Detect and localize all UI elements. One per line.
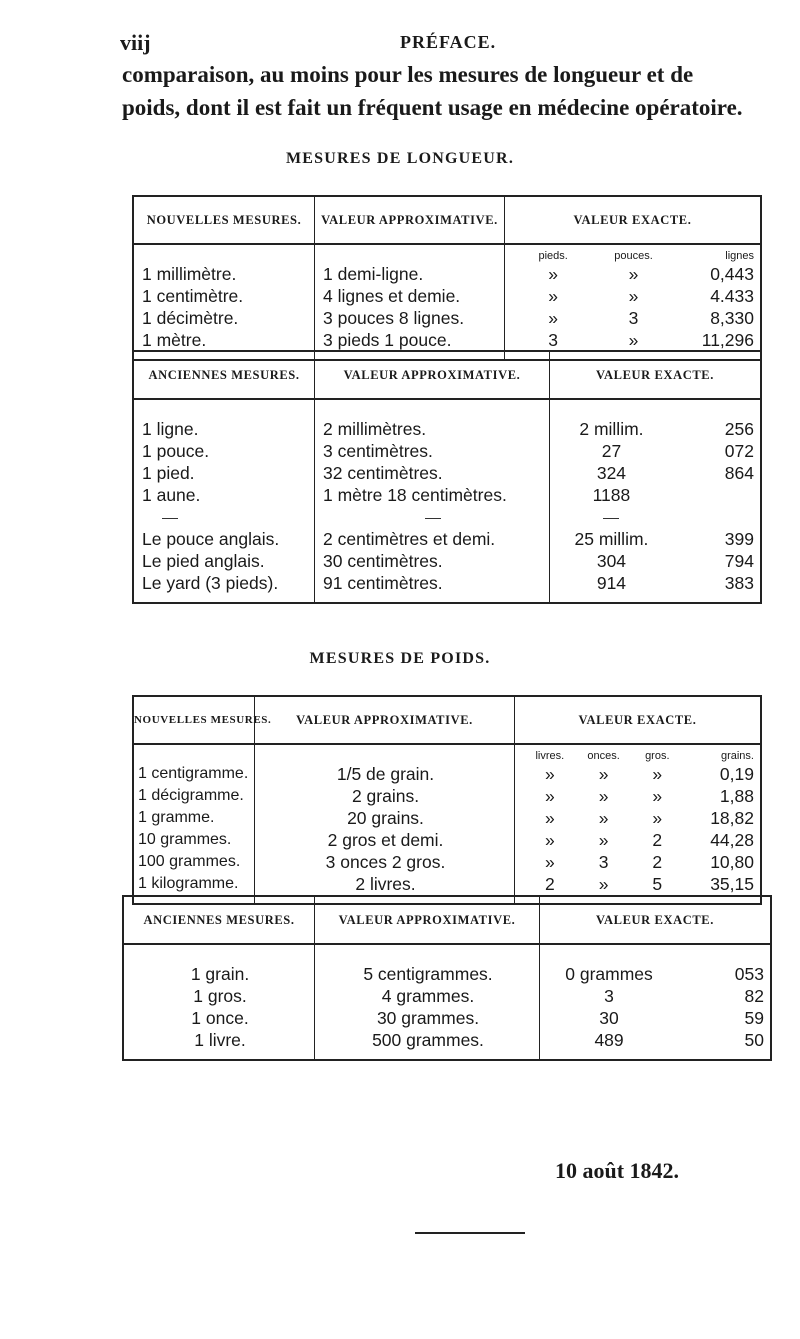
closing-rule [415, 1232, 525, 1234]
approx-value: 2 centimètres et demi. [323, 529, 496, 549]
exact-row [558, 550, 754, 572]
approx-column [314, 945, 539, 1059]
approx-value: 3 pouces 8 lignes. [323, 308, 465, 328]
approx-value: 5 centigrammes. [363, 964, 493, 984]
exact-value: » [548, 264, 559, 284]
exact-value: 8,330 [710, 308, 754, 328]
exact-value: 864 [724, 463, 754, 483]
column-header: NOUVELLES MESURES. [134, 197, 314, 245]
measure-name: 1 gramme. [138, 809, 215, 826]
approx-value: 4 lignes et demie. [323, 286, 461, 306]
exact-column [539, 945, 770, 1059]
column-header: VALEUR APPROXIMATIVE. [314, 897, 539, 945]
exact-row [513, 285, 754, 307]
exact-row [513, 263, 754, 285]
weight-new-table [132, 695, 762, 905]
running-title: PRÉFACE. [400, 32, 497, 52]
approx-value: 2 grains. [351, 786, 420, 806]
exact-value: 59 [744, 1008, 764, 1028]
exact-value: » [598, 786, 609, 806]
exact-value: » [652, 808, 663, 828]
unit-label: gros. [645, 750, 670, 762]
exact-row [548, 985, 764, 1007]
length-old-table [132, 350, 762, 604]
exact-value: 0,443 [710, 264, 754, 284]
exact-value: 27 [601, 441, 622, 461]
column-header: VALEUR EXACTE. [539, 897, 770, 945]
intro-line: poids, dont il est fait un fréquent usage en médecine opératoire. [122, 95, 743, 120]
name-column [124, 945, 314, 1059]
exact-value: » [598, 808, 609, 828]
exact-value [665, 484, 754, 506]
unit-label: pieds. [538, 250, 568, 262]
approx-value: 4 grammes. [381, 986, 475, 1006]
exact-value: 0,19 [719, 764, 754, 784]
exact-value: 10,80 [710, 852, 754, 872]
exact-row [558, 572, 754, 594]
unit-labels [523, 749, 754, 763]
exact-value: » [548, 308, 559, 328]
measure-name: 1 kilogramme. [138, 875, 239, 892]
exact-value: 30 [599, 1008, 619, 1028]
exact-row [558, 528, 754, 550]
exact-value: » [628, 286, 639, 306]
approx-value: 3 onces 2 gros. [325, 852, 446, 872]
exact-row [523, 829, 754, 851]
exact-value: » [628, 264, 639, 284]
approx-column [314, 245, 504, 359]
exact-value: 50 [744, 1030, 764, 1050]
measure-name: 1 grain. [190, 964, 250, 984]
measure-name: 1 livre. [194, 1030, 246, 1050]
exact-value: 25 millim. [574, 529, 649, 549]
approx-value: 91 centimètres. [323, 573, 443, 593]
measure-name: 1 centimètre. [142, 286, 244, 306]
approx-value: 500 grammes. [372, 1030, 484, 1050]
unit-label: livres. [535, 750, 565, 762]
exact-row [523, 851, 754, 873]
exact-row [513, 307, 754, 329]
length-section-title: MESURES DE LONGUEUR. [285, 150, 515, 167]
exact-value: 489 [594, 1030, 624, 1050]
column-header: VALEUR APPROXIMATIVE. [254, 697, 514, 745]
measure-name: 1 décimètre. [142, 308, 239, 328]
approx-value: 2 millimètres. [323, 419, 427, 439]
exact-value: » [548, 286, 559, 306]
approx-column [254, 745, 514, 903]
exact-value: » [544, 852, 555, 872]
approx-value: 1 demi-ligne. [323, 264, 424, 284]
exact-value: 3 [628, 308, 639, 328]
unit-label: pouces. [614, 250, 653, 262]
exact-value: 053 [734, 964, 764, 984]
measure-name: 1 ligne. [142, 419, 199, 439]
exact-value: » [544, 764, 555, 784]
intro-paragraph [122, 58, 782, 124]
weight-section-title: MESURES DE POIDS. [309, 650, 491, 667]
length-new-table [132, 195, 762, 361]
exact-column [549, 400, 760, 602]
exact-value: » [598, 830, 609, 850]
approx-value: 3 pieds 1 pouce. [323, 330, 452, 350]
approx-column [314, 400, 549, 602]
exact-row [558, 462, 754, 484]
exact-value: 82 [744, 986, 764, 1006]
exact-value: 0 grammes [565, 964, 653, 984]
measure-name: 1 décigramme. [138, 787, 244, 804]
exact-row [523, 873, 754, 895]
measure-name: 1 gros. [193, 986, 247, 1006]
exact-row [523, 785, 754, 807]
measure-name: 1 pouce. [142, 441, 210, 461]
exact-value: 2 [652, 830, 663, 850]
exact-row [523, 807, 754, 829]
exact-value: 3 [598, 852, 609, 872]
exact-value: 18,82 [710, 808, 754, 828]
divider-dash [142, 506, 308, 528]
approx-value: 2 livres. [355, 874, 416, 894]
intro-line: comparaison, au moins pour les mesures de longueur et de [122, 62, 694, 87]
measure-name: Le pied anglais. [142, 551, 265, 571]
exact-value: 914 [596, 573, 627, 593]
approx-value: 1 mètre 18 centimètres. [323, 485, 507, 505]
column-header: ANCIENNES MESURES. [124, 897, 314, 945]
measure-name: 10 grammes. [138, 831, 232, 848]
exact-value: 1188 [592, 485, 631, 505]
exact-row [548, 963, 764, 985]
signature-date: 10 août 1842. [555, 1158, 680, 1183]
measure-name: 100 grammes. [138, 853, 241, 870]
approx-value: 30 grammes. [376, 1008, 480, 1028]
exact-value: 3 [548, 330, 559, 350]
approx-value: 32 centimètres. [323, 463, 443, 483]
unit-label: grains. [720, 750, 754, 762]
exact-value: 1,88 [719, 786, 754, 806]
exact-value: 072 [724, 441, 754, 461]
unit-labels [513, 249, 754, 263]
column-header: VALEUR EXACTE. [549, 352, 760, 400]
exact-value: » [544, 786, 555, 806]
page-number: viij [120, 30, 151, 55]
name-column [134, 745, 254, 903]
exact-row [558, 418, 754, 440]
exact-value: 5 [652, 874, 663, 894]
exact-value: 399 [724, 529, 754, 549]
exact-value: » [652, 764, 663, 784]
exact-value: » [598, 764, 609, 784]
exact-value: » [598, 874, 609, 894]
measure-name: Le pouce anglais. [142, 529, 280, 549]
exact-value: 304 [596, 551, 627, 571]
measure-name: 1 aune. [142, 485, 201, 505]
measure-name: 1 mètre. [142, 330, 207, 350]
exact-value: 383 [724, 573, 754, 593]
column-header: VALEUR APPROXIMATIVE. [314, 352, 549, 400]
measure-name: 1 once. [191, 1008, 249, 1028]
name-column [134, 400, 314, 602]
measure-name: Le yard (3 pieds). [142, 573, 279, 593]
exact-value: 44,28 [710, 830, 754, 850]
exact-value: » [544, 808, 555, 828]
approx-value: 30 centimètres. [323, 551, 443, 571]
exact-row [558, 440, 754, 462]
measure-name: 1 millimètre. [142, 264, 237, 284]
measure-name: 1 centigramme. [138, 765, 249, 782]
exact-row [523, 763, 754, 785]
exact-column [504, 245, 760, 359]
unit-label: lignes [725, 250, 754, 262]
column-header: VALEUR EXACTE. [514, 697, 760, 745]
name-column [134, 245, 314, 359]
divider-dash [558, 506, 754, 528]
exact-column [514, 745, 760, 903]
approx-value: 2 gros et demi. [327, 830, 444, 850]
column-header: VALEUR APPROXIMATIVE. [314, 197, 504, 245]
exact-value: 2 [544, 874, 555, 894]
exact-value: 324 [596, 463, 627, 483]
divider-dash [323, 506, 543, 528]
exact-value: 794 [724, 551, 754, 571]
exact-row [513, 329, 754, 351]
exact-row [548, 1007, 764, 1029]
exact-value: 4.433 [710, 286, 754, 306]
exact-value: » [544, 830, 555, 850]
column-header: ANCIENNES MESURES. [134, 352, 314, 400]
approx-value: 3 centimètres. [323, 441, 433, 461]
column-header: NOUVELLES MESURES. [134, 697, 254, 745]
measure-name: 1 pied. [142, 463, 195, 483]
page-header [120, 26, 780, 56]
weight-old-table [122, 895, 772, 1061]
exact-value: 2 [652, 852, 663, 872]
exact-row [548, 1029, 764, 1051]
exact-value: » [628, 330, 639, 350]
approx-value: 20 grains. [347, 808, 424, 828]
unit-label: onces. [587, 750, 620, 762]
exact-value: 3 [604, 986, 614, 1006]
exact-value: » [652, 786, 663, 806]
exact-row [558, 484, 754, 506]
exact-value: 2 millim. [579, 419, 644, 439]
exact-value: 35,15 [710, 874, 754, 894]
exact-value: 256 [724, 419, 754, 439]
column-header: VALEUR EXACTE. [504, 197, 760, 245]
approx-value: 1/5 de grain. [336, 764, 435, 784]
exact-value: 11,296 [701, 330, 754, 350]
